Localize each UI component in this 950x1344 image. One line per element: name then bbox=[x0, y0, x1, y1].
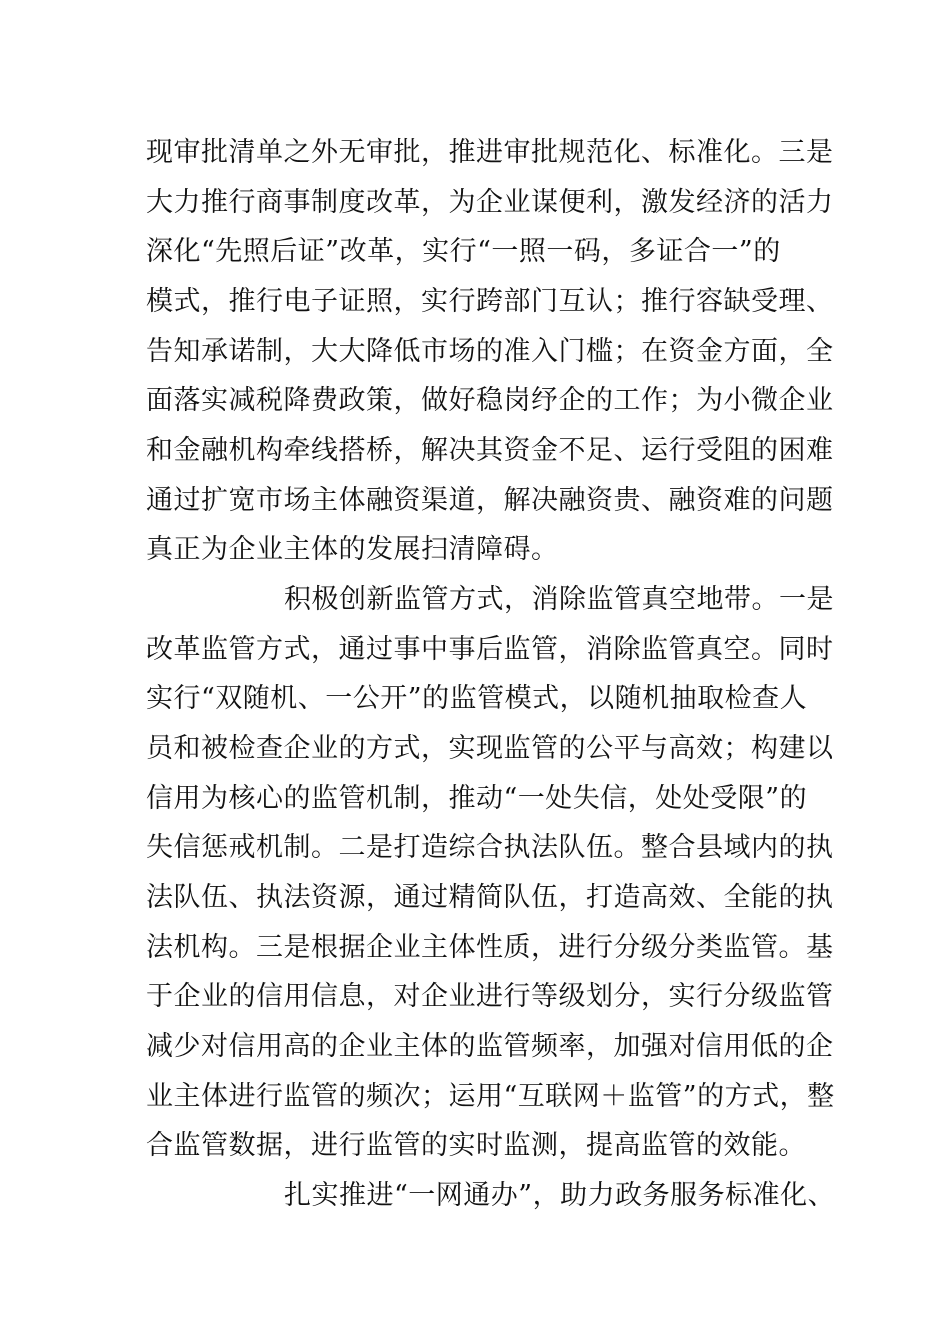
text-line: 真正为企业主体的发展扫清障碍。 bbox=[146, 534, 559, 565]
text-line: 信用为核心的监管机制，推动“一处失信，处处受限”的 bbox=[146, 783, 808, 814]
text-line: 减少对信用高的企业主体的监管频率，加强对信用低的企 bbox=[146, 1031, 834, 1062]
text-line: 大力推行商事制度改革，为企业谋便利，激发经济的活力 bbox=[146, 187, 834, 218]
text-line: 告知承诺制，大大降低市场的准入门槛；在资金方面，全 bbox=[146, 336, 834, 367]
text-line: 员和被检查企业的方式，实现监管的公平与高效；构建以 bbox=[146, 733, 834, 764]
text-line: 模式，推行电子证照，实行跨部门互认；推行容缺受理、 bbox=[146, 286, 834, 317]
text-line: 于企业的信用信息，对企业进行等级划分，实行分级监管 bbox=[146, 981, 834, 1012]
text-line: 和金融机构牵线搭桥，解决其资金不足、运行受阻的困难 bbox=[146, 435, 834, 466]
text-line: 实行“双随机、一公开”的监管模式，以随机抽取检查人 bbox=[146, 683, 808, 714]
text-line: 面落实减税降费政策，做好稳岗纾企的工作；为小微企业 bbox=[146, 385, 834, 416]
text-line: 现审批清单之外无审批，推进审批规范化、标准化。三是 bbox=[146, 137, 834, 168]
text-line: 深化“先照后证”改革，实行“一照一码，多证合一”的 bbox=[146, 236, 781, 267]
text-line: 改革监管方式，通过事中事后监管，消除监管真空。同时 bbox=[146, 634, 834, 665]
text-line: 通过扩宽市场主体融资渠道，解决融资贵、融资难的问题 bbox=[146, 485, 834, 516]
text-line: 失信惩戒机制。二是打造综合执法队伍。整合县域内的执 bbox=[146, 832, 834, 863]
paragraph-start-line: 积极创新监管方式，消除监管真空地带。一是 bbox=[284, 584, 834, 615]
text-line: 法机构。三是根据企业主体性质，进行分级分类监管。基 bbox=[146, 932, 834, 963]
text-line: 法队伍、执法资源，通过精简队伍，打造高效、全能的执 bbox=[146, 882, 834, 913]
text-line: 业主体进行监管的频次；运用“互联网＋监管”的方式，整 bbox=[146, 1081, 835, 1112]
paragraph-start-line: 扎实推进“一网通办”，助力政务服务标准化、 bbox=[284, 1180, 836, 1211]
text-line: 合监管数据，进行监管的实时监测，提高监管的效能。 bbox=[146, 1130, 806, 1161]
